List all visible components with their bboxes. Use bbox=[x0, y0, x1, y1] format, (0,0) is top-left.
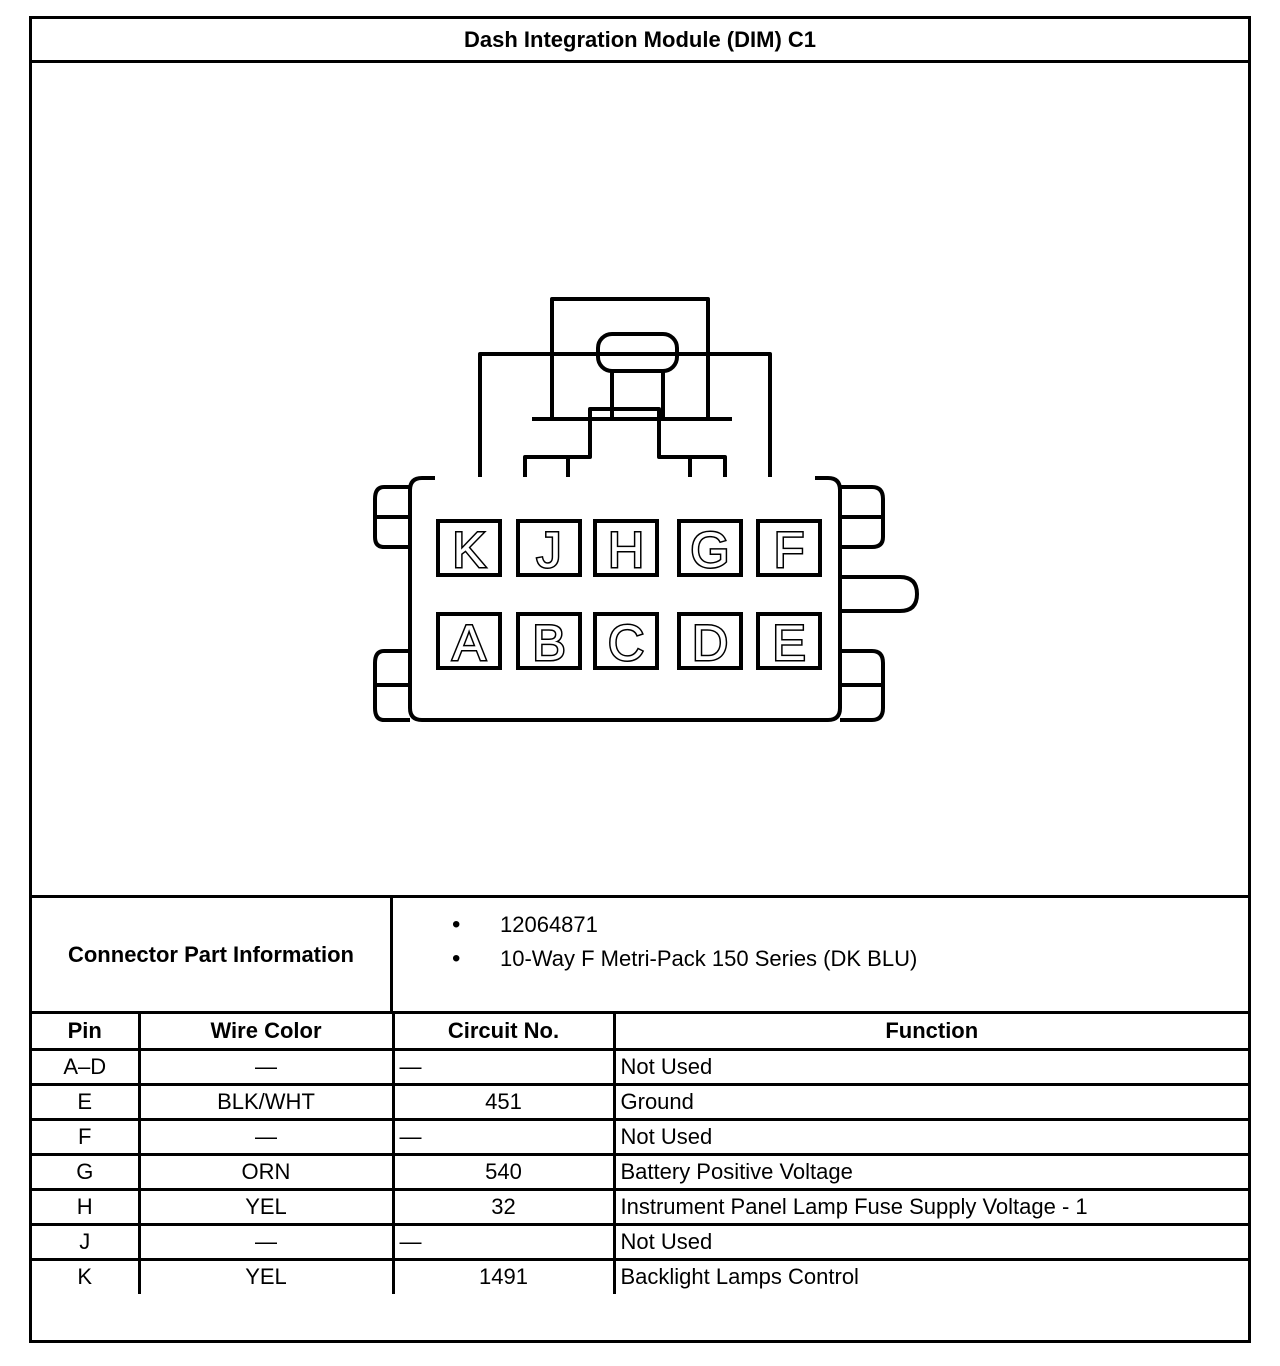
connector-housing bbox=[410, 478, 840, 720]
header-wire-color: Wire Color bbox=[139, 1014, 393, 1049]
circuit-cell: — bbox=[393, 1049, 614, 1084]
table-row bbox=[32, 1119, 1248, 1154]
pin-cell: E bbox=[32, 1084, 139, 1119]
circuit-cell: — bbox=[393, 1224, 614, 1259]
header-function: Function bbox=[614, 1014, 1248, 1049]
table-header-row bbox=[32, 1014, 1248, 1049]
pin-label-j: J bbox=[536, 522, 562, 578]
table-row bbox=[32, 1049, 1248, 1084]
function-cell: Ground bbox=[614, 1084, 1248, 1119]
wire-color-cell: — bbox=[139, 1119, 393, 1154]
pin-label-k: K bbox=[452, 522, 486, 578]
pin-cell: K bbox=[32, 1259, 139, 1294]
function-cell: Instrument Panel Lamp Fuse Supply Voltage - 1 bbox=[614, 1189, 1248, 1224]
latch-tab bbox=[552, 299, 708, 418]
function-cell: Not Used bbox=[614, 1224, 1248, 1259]
pin-cavities bbox=[438, 521, 820, 671]
table-row bbox=[32, 1154, 1248, 1189]
pinout-table bbox=[32, 1014, 1248, 1294]
wire-color-cell: YEL bbox=[139, 1259, 393, 1294]
circuit-cell: 540 bbox=[393, 1154, 614, 1189]
wire-color-cell: YEL bbox=[139, 1189, 393, 1224]
table-row bbox=[32, 1259, 1248, 1294]
table-row bbox=[32, 1189, 1248, 1224]
function-cell: Backlight Lamps Control bbox=[614, 1259, 1248, 1294]
function-cell: Not Used bbox=[614, 1049, 1248, 1084]
header-circuit-no: Circuit No. bbox=[393, 1014, 614, 1049]
connector-diagram bbox=[32, 63, 1248, 895]
function-cell: Battery Positive Voltage bbox=[614, 1154, 1248, 1189]
wire-color-cell: — bbox=[139, 1224, 393, 1259]
pin-label-f: F bbox=[773, 522, 805, 578]
pin-label-d: D bbox=[691, 615, 729, 671]
right-key bbox=[840, 577, 917, 611]
connector-sheet bbox=[29, 16, 1251, 1343]
pin-cell: H bbox=[32, 1189, 139, 1224]
circuit-cell: — bbox=[393, 1119, 614, 1154]
function-cell: Not Used bbox=[614, 1119, 1248, 1154]
pin-label-h: H bbox=[607, 522, 645, 578]
connector-description: • 10-Way F Metri-Pack 150 Series (DK BLU) bbox=[452, 942, 917, 976]
table-row bbox=[32, 1084, 1248, 1119]
pin-label-e: E bbox=[772, 615, 806, 671]
part-number: • 12064871 bbox=[452, 908, 917, 942]
wire-color-cell: BLK/WHT bbox=[139, 1084, 393, 1119]
connector-part-info bbox=[32, 895, 1248, 1014]
header-pin: Pin bbox=[32, 1014, 139, 1049]
part-info-label: Connector Part Information bbox=[32, 898, 393, 1011]
pin-label-c: C bbox=[607, 615, 645, 671]
part-info-list bbox=[452, 908, 917, 976]
page-title: Dash Integration Module (DIM) C1 bbox=[32, 19, 1248, 63]
circuit-cell: 32 bbox=[393, 1189, 614, 1224]
pin-cell: J bbox=[32, 1224, 139, 1259]
pin-cell: G bbox=[32, 1154, 139, 1189]
pin-cell: F bbox=[32, 1119, 139, 1154]
pin-label-g: G bbox=[690, 522, 730, 578]
circuit-cell: 451 bbox=[393, 1084, 614, 1119]
pin-label-b: B bbox=[532, 615, 566, 671]
pin-label-a: A bbox=[452, 615, 486, 671]
connector-figure bbox=[32, 63, 1248, 895]
wire-color-cell: ORN bbox=[139, 1154, 393, 1189]
circuit-cell: 1491 bbox=[393, 1259, 614, 1294]
wire-color-cell: — bbox=[139, 1049, 393, 1084]
pin-cell: A–D bbox=[32, 1049, 139, 1084]
table-row bbox=[32, 1224, 1248, 1259]
